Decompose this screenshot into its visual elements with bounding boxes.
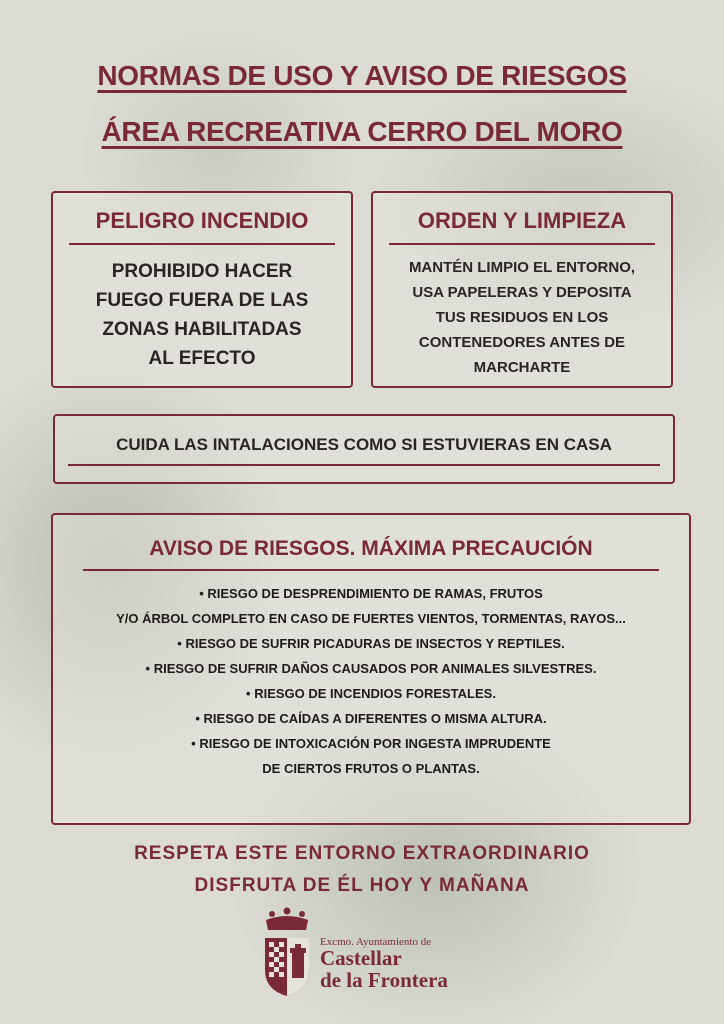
order-line: CONTENEDORES ANTES DE (418, 334, 626, 351)
risk-item: • RIESGO DE SUFRIR DAÑOS CAUSADOS POR ANIMALES SILVESTRES. (145, 661, 597, 676)
risk-item: • RIESGO DE INCENDIOS FORESTALES. (246, 686, 496, 701)
coat-of-arms-icon (262, 906, 312, 998)
order-line: TUS RESIDUOS EN LOS (435, 309, 609, 326)
order-line: USA PAPELERAS Y DEPOSITA (412, 284, 632, 301)
title-line-2: ÁREA RECREATIVA CERRO DEL MORO (101, 116, 623, 147)
footer-line-1: RESPETA ESTE ENTORNO EXTRAORDINARIO (134, 843, 590, 864)
order-heading: ORDEN Y LIMPIEZA (417, 208, 627, 233)
divider (68, 464, 660, 466)
risk-item: • RIESGO DE DESPRENDIMIENTO DE RAMAS, FRUTOS (199, 586, 543, 601)
fire-line: ZONAS HABILITADAS (102, 319, 302, 340)
risks-heading: AVISO DE RIESGOS. MÁXIMA PRECAUCIÓN (149, 537, 593, 560)
risk-item: Y/O ÁRBOL COMPLETO EN CASO DE FUERTES VIENTOS, TORMENTAS, RAYOS... (116, 611, 626, 626)
risk-item: • RIESGO DE SUFRIR PICADURAS DE INSECTOS Y REPTILES. (177, 636, 565, 651)
logo-name-line-1: Castellar (320, 946, 402, 970)
risk-warning-box (51, 513, 691, 825)
risk-item: • RIESGO DE INTOXICACIÓN POR INGESTA IMPRUDENTE (191, 736, 551, 751)
title-line-1: NORMAS DE USO Y AVISO DE RIESGOS (97, 60, 627, 91)
fire-line: PROHIBIDO HACER (111, 261, 293, 282)
divider (389, 243, 655, 245)
care-text: CUIDA LAS INTALACIONES COMO SI ESTUVIERAS EN CASA (116, 435, 612, 454)
fire-line: AL EFECTO (148, 348, 256, 369)
care-facilities-box (53, 414, 675, 484)
logo-name-line-2: de la Frontera (320, 968, 448, 992)
fire-danger-box (51, 191, 353, 388)
order-line: MANTÉN LIMPIO EL ENTORNO, (408, 259, 636, 276)
town-hall-logo (262, 906, 562, 1006)
risk-item: DE CIERTOS FRUTOS O PLANTAS. (262, 761, 480, 776)
order-line: MARCHARTE (473, 359, 571, 376)
divider (83, 569, 659, 571)
logo-small-text: Excmo. Ayuntamiento de (320, 936, 432, 948)
divider (69, 243, 335, 245)
order-cleanliness-box (371, 191, 673, 388)
footer-line-2: DISFRUTA DE ÉL HOY Y MAÑANA (194, 875, 530, 896)
fire-heading: PELIGRO INCENDIO (95, 208, 309, 233)
fire-line: FUEGO FUERA DE LAS (95, 290, 309, 311)
risk-item: • RIESGO DE CAÍDAS A DIFERENTES O MISMA ALTURA. (195, 711, 547, 726)
